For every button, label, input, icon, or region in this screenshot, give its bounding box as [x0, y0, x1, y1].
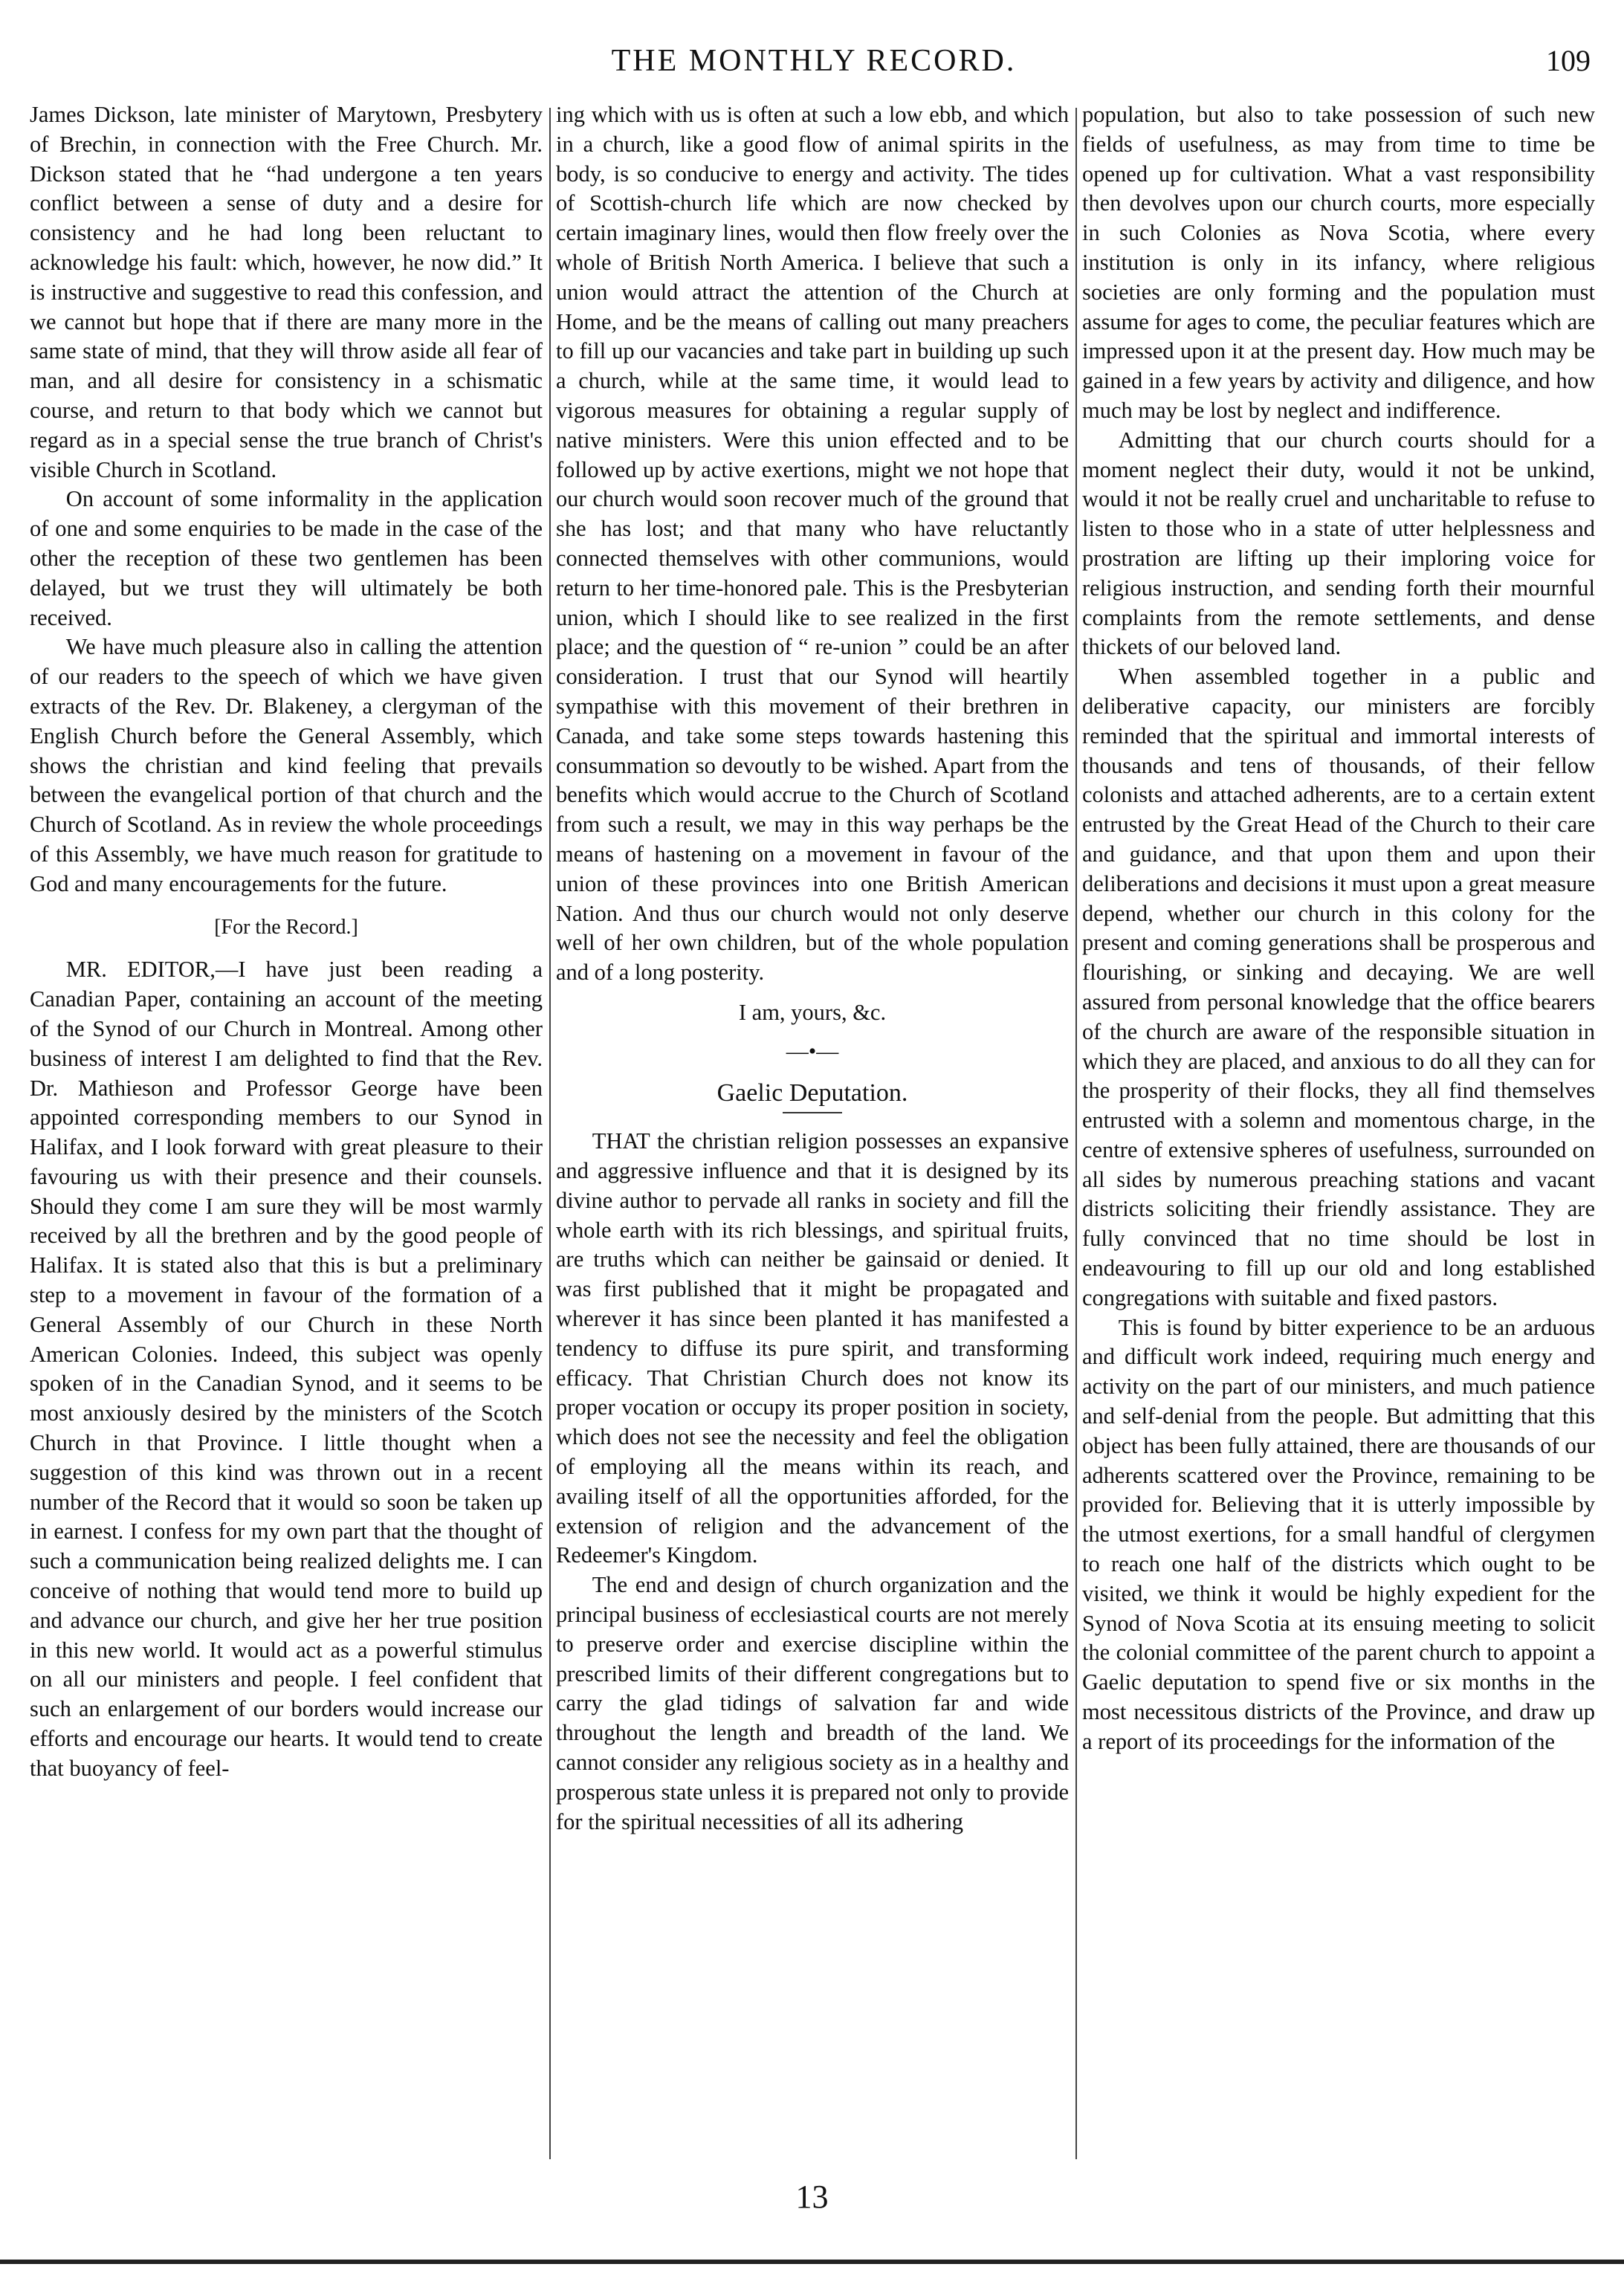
paragraph: We have much pleasure also in calling the attention of our readers to the speech of which we have given extracts of the Rev. Dr. Blakeney, a clergyman of the English Church before the General Assembly, which shows the christian and kind feeling that prevails between the evangelical portion of that church and the Church of Scotland. As in review the whole proceedings of this Assembly, we have much reason for gratitude to God and many encouragements for the future. [30, 634, 543, 896]
running-title: THE MONTHLY RECORD. [611, 44, 1017, 78]
page-footer [0, 2178, 1624, 2216]
page-header [30, 39, 1598, 83]
heading-rule [783, 1112, 842, 1113]
paragraph: ing which with us is often at such a low ebb, and which in a church, like a good flow of animal spirits in the body, is so conducive to energy and activity. The tides of Scottish-church life which are now checked by certain imaginary lines, would then flow freely over the whole of British North America. I believe that such a union would attract the attention of the Church at Home, and be the means of calling out many preachers to fill up our vacancies and take part in building up such a church, while at the same time, it would lead to vigorous measures for obtaining a regular supply of native ministers. Were this union effected and to be followed up by active exertions, might we not hope that our church would soon recover much of the ground that she has lost; and that many who have reluctantly connected themselves with other communions, would return to her time-honored pale. This is the Presbyterian union, which I should like to see realized in the first place; and the question of “ re-union ” could be an after consideration. I trust that our Synod will heartily sympathise with this movement of their brethren in Canada, and take some steps towards hastening this consummation so devoutly to be wished. Apart from the benefits which would accrue to the Church of Scotland from such a result, we may in this way perhaps be the means of hastening on a movement in favour of the union of these provinces into one British American Nation. And thus our church would not only deserve well of her own children, but of the whole population and of a long posterity. [556, 102, 1069, 986]
paragraph: On account of some informality in the application of one and some enquiries to be made in the case of the other the reception of these two gentlemen has been delayed, but we trust they will ultimately be both received. [30, 486, 543, 630]
page-number: 109 [1546, 44, 1591, 77]
paragraph: population, but also to take possession of such new fields of usefulness, as may from time to time be opened up for cultivation. What a vast responsibility then devolves upon our church courts, more especially in such Colonies as Nova Scotia, where every institution is only in its infancy, where religious societies are only forming and the population must assume for ages to come, the peculiar features which are impressed upon it at the present day. How much may be gained in a few years by activity and diligence, and how much may be lost by neglect and indifference. [1082, 102, 1595, 423]
signature-mark: 13 [795, 2179, 829, 2215]
letter-signoff: I am, yours, &c. [738, 999, 887, 1025]
paragraph: Admitting that our church courts should for a moment neglect their duty, would it not be unkind, would it not be really cruel and uncharitable to refuse to listen to those who in a state of utter helplessness and prostration are lifting up their imploring voice for religious instruction, and sending forth their mournful complaints from the remote settlements, and dense thickets of our beloved land. [1082, 427, 1595, 660]
bottom-rule [0, 2260, 1624, 2264]
section-heading: Gaelic Deputation. [716, 1078, 908, 1107]
column-2 [556, 100, 1069, 2167]
article-caption: [For the Record.] [214, 915, 358, 939]
paragraph: THAT the christian religion possesses an expansive and aggressive influence and that it is designed by its divine author to pervade all ranks in society and fill the whole earth with its rich blessings, and spiritual fruits, are truths which can neither be gainsaid or denied. It was first published that it might be propagated and wherever it has since been planted it has manifested a tendency to diffuse its pure spirit, and transforming efficacy. That Christian Church does not know its proper vocation or occupy its proper position in society, which does not see the necessity and feel the obligation of employing all the means within its reach, and availing itself of all the opportunities afforded, for the extension of religion and the advancement of the Redeemer's Kingdom. [556, 1128, 1069, 1568]
text-columns [30, 100, 1598, 2167]
column-rule [1075, 108, 1077, 2159]
paragraph: This is found by bitter experience to be an arduous and difficult work indeed, requiring much energy and activity on the part of our ministers, and much patience and self-denial from the people. But admitting that this object has been fully attained, there are thousands of our adherents scattered over the Province, remaining to be provided for. Believing that it is utterly impossible by the utmost exertions, for a small handful of clergymen to reach one half of the districts which ought to be visited, we think it would be highly expedient for the Synod of Nova Scotia at its ensuing meeting to solicit the colonial committee of the parent church to appoint a Gaelic deputation to spend five or six months in the most necessitous districts of the Province, and draw up a report of its proceedings for the information of the [1082, 1314, 1595, 1754]
paragraph: The end and design of church organization and the principal business of ecclesiastical courts are not merely to preserve order and exercise discipline within the prescribed limits of their different congregations but to carry the glad tidings of salvation far and wide throughout the length and breadth of the land. We cannot consider any religious society as in a healthy and prosperous state unless it is prepared not only to provide for the spiritual necessities of all its adhering [556, 1572, 1069, 1834]
paragraph: When assembled together in a public and deliberative capacity, our ministers are forcibly reminded that the spiritual and immortal interests of thousands and tens of thousands, of their fellow colonists and attached adherents, are to a certain extent entrusted by the Great Head of the Church to their care and guidance, and that upon them and upon their deliberations and decisions it must upon a great measure depend, whether our church in this colony for the present and coming generations shall be prosperous and flourishing, or sinking and decaying. We are well assured from personal knowledge that the office bearers of the church are aware of the responsible situation in which they are placed, and anxious to do all they can for the prosperity of their flocks, they all find themselves entrusted with a solemn and momentous charge, in the centre of extensive spheres of usefulness, surrounded on all sides by numerous preaching stations and vacant districts soliciting their friendly assistance. They are fully convinced that no time should be lost in endeavouring to fill up our old and long established congregations with suitable and fixed pastors. [1082, 664, 1595, 1310]
column-rule [549, 108, 551, 2159]
column-3 [1082, 100, 1595, 2167]
paragraph: MR. EDITOR,—I have just been reading a Canadian Paper, containing an account of the meeting of the Synod of our Church in Montreal. Among other business of interest I am delighted to find that the Rev. Dr. Mathieson and Professor George have been appointed corresponding members to our Synod in Halifax, and I look forward with great pleasure to their favouring us with their presence and their counsels. Should they come I am sure they will be most warmly received by all the brethren and by the good people of Halifax. It is stated also that this is but a preliminary step to a movement in favour of the formation of a General Assembly of our Church in these North American Colonies. Indeed, this subject was openly spoken of in the Canadian Synod, and it seems to be most anxiously desired by the ministers of the Scotch Church in that Province. I little thought when a suggestion of this kind was thrown out in a recent number of the Record that it would so soon be taken up in earnest. I confess for my own part that the thought of such a communication being realized delights me. I can conceive of nothing that would tend more to build up and advance our church, and give her her true position in this new world. It would act as a powerful stimulus on all our ministers and people. I feel confident that such an enlargement of our borders would increase our efforts and encourage our hearts. It would tend to create that buoyancy of feel- [30, 957, 543, 1781]
ornament-divider: —•— [786, 1038, 839, 1064]
paragraph: James Dickson, late minister of Marytown, Presbytery of Brechin, in connection with the Free Church. Mr. Dickson stated that he “had undergone a ten years conflict between a sense of duty and a desire for consistency and he had long been reluctant to acknowledge his fault: which, however, he now did.” It is instructive and suggestive to read this confession, and we cannot but hope that if there are many more in the same state of mind, that they will throw aside all fear of man, and all desire for consistency in a schismatic course, and return to that body which we cannot but regard as in a special sense the true branch of Christ's visible Church in Scotland. [30, 102, 543, 482]
column-1 [30, 100, 543, 2167]
